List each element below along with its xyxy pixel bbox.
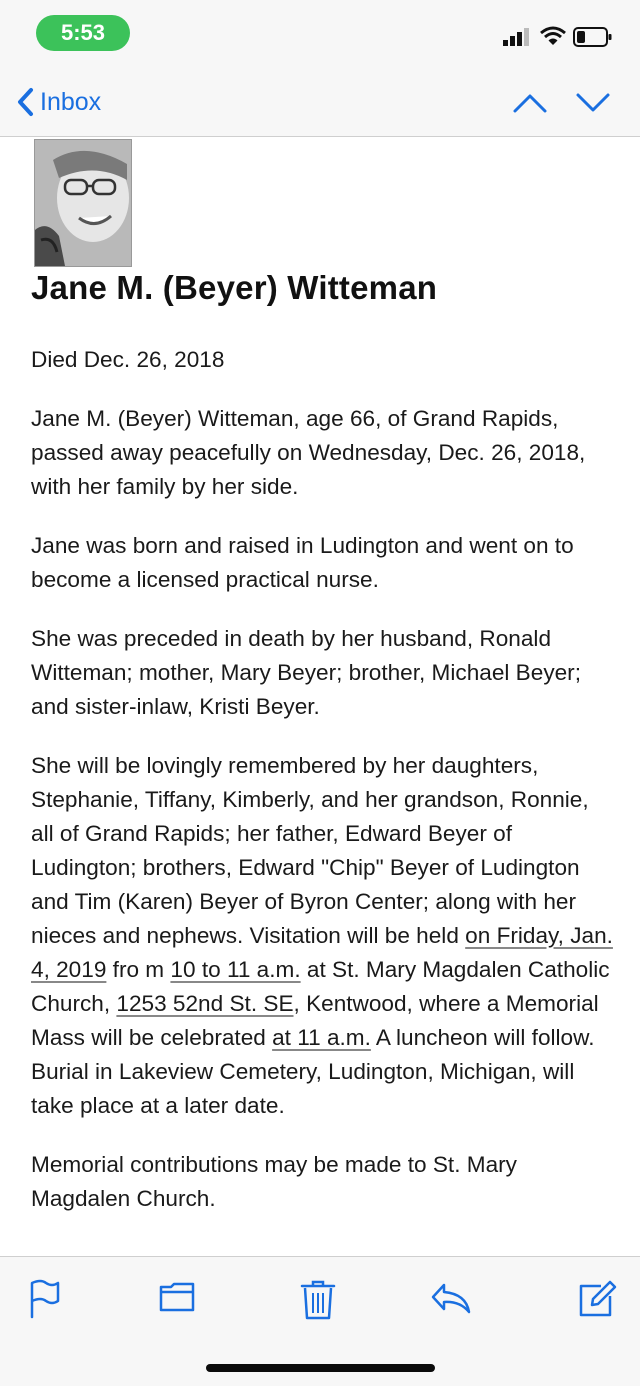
- status-bar: [0, 0, 640, 66]
- compose-icon[interactable]: [577, 1279, 617, 1319]
- back-label: Inbox: [40, 87, 102, 116]
- wifi-icon: [540, 26, 566, 46]
- paragraph-4: [31, 749, 616, 1123]
- home-indicator[interactable]: [206, 1364, 435, 1372]
- message-body[interactable]: [0, 137, 640, 1255]
- portrait-photo: [34, 139, 132, 267]
- folder-icon[interactable]: [158, 1279, 196, 1315]
- next-message-button[interactable]: [575, 92, 611, 114]
- paragraph-5: Memorial contributions may be made to St. Mary Magdalen Church.: [31, 1152, 517, 1211]
- obituary-title: Jane M. (Beyer) Witteman: [31, 269, 438, 306]
- paragraph-3: She was preceded in death by her husband, Ronald Witteman; mother, Mary Beyer; brother, Michael Beyer; and sister-inlaw, Kristi Beyer.: [31, 626, 581, 719]
- paragraph-4-text-e: A luncheon will follow. Burial in Lakeview Cemetery, Ludington, Michigan, will take place at a later date.: [31, 1025, 595, 1118]
- flag-icon[interactable]: [27, 1279, 61, 1319]
- chevron-left-icon: [16, 87, 34, 117]
- paragraph-2: Jane was born and raised in Ludington and went on to become a licensed practical nurse.: [31, 533, 574, 592]
- battery-icon: [573, 27, 613, 47]
- cellular-signal-icon: [503, 28, 531, 46]
- paragraph-4-text-d: , Kentwood, where a Memorial Mass will be celebrated: [31, 991, 599, 1050]
- nav-bar: [0, 66, 640, 137]
- reply-icon[interactable]: [430, 1279, 472, 1317]
- trash-icon[interactable]: [300, 1279, 336, 1321]
- paragraph-4-text-c: at St. Mary Magdalen Catholic Church,: [31, 957, 610, 1016]
- article-text: [31, 343, 616, 1241]
- time-link[interactable]: 10 to 11 a.m.: [170, 957, 301, 982]
- back-button[interactable]: [16, 84, 101, 120]
- previous-message-button[interactable]: [512, 92, 548, 114]
- paragraph-4-text-a: She will be lovingly remembered by her daughters, Stephanie, Tiffany, Kimberly, and her grandson, Ronnie, all of Grand Rapids; her father, Edward Beyer of Ludington; brothers, Edward "Chip" Beyer of Ludington and Tim (Karen) Beyer of Byron Center; along with her nieces and nephews. Visitation will be held: [31, 753, 589, 948]
- paragraph-4-text-b: fro m: [106, 957, 171, 982]
- address-link[interactable]: 1253 52nd St. SE: [116, 991, 294, 1016]
- status-time: 5:53: [36, 15, 130, 51]
- died-line: Died Dec. 26, 2018: [31, 347, 225, 372]
- date-link[interactable]: on Friday, Jan. 4, 2019: [31, 923, 613, 982]
- portrait-image: [35, 140, 131, 266]
- mass-time-link[interactable]: at 11 a.m.: [272, 1025, 371, 1050]
- paragraph-1: Jane M. (Beyer) Witteman, age 66, of Grand Rapids, passed away peacefully on Wednesday, Dec. 26, 2018, with her family by her side.: [31, 406, 586, 499]
